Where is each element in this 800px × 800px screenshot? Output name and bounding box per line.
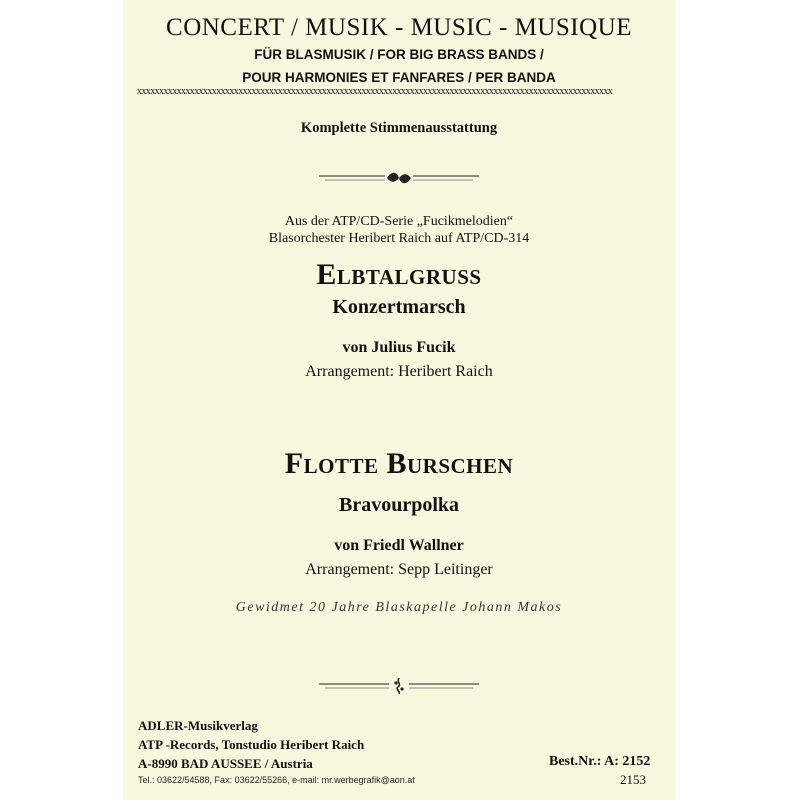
ornament-bottom-icon — [319, 678, 479, 694]
piece-1-arranger: Arrangement: Heribert Raich — [305, 363, 493, 380]
piece-1-title: Elbtalgruss — [316, 258, 482, 291]
piece-2-arranger: Arrangement: Sepp Leitinger — [305, 561, 493, 578]
score-cover — [123, 0, 675, 800]
piece-2-subtitle: Bravourpolka — [338, 494, 460, 516]
publisher-address: A-8990 BAD AUSSEE / Austria — [138, 756, 313, 771]
piece-2-title: Flotte Burschen — [284, 447, 514, 480]
publisher-name: ADLER-Musikverlag — [138, 718, 258, 733]
dedication: Gewidmet 20 Jahre Blaskapelle Johann Makos — [235, 600, 563, 615]
header-title: CONCERT / MUSIK - MUSIC - MUSIQUE — [166, 14, 632, 41]
publisher-contact: Tel.: 03622/54588, Fax: 03622/55266, e-mail: mr.werbegrafik@aon.at — [138, 775, 415, 785]
header-line-1: FÜR BLASMUSIK / FOR BIG BRASS BANDS / — [254, 47, 544, 62]
order-number: Best.Nr.: A: 2152 — [549, 754, 651, 769]
catalog-number: 2153 — [620, 772, 646, 787]
ornament-top-icon — [319, 170, 479, 186]
piece-2-composer: von Friedl Wallner — [334, 537, 464, 554]
source-line-2: Blasorchester Heribert Raich auf ATP/CD-314 — [268, 231, 530, 246]
header-line-2: POUR HARMONIES ET FANFARES / PER BANDA — [242, 70, 556, 85]
source-line-1: Aus der ATP/CD-Serie „Fucikmelodien“ — [284, 214, 514, 229]
publisher-studio: ATP -Records, Tonstudio Heribert Raich — [138, 737, 365, 752]
piece-1-subtitle: Konzertmarsch — [332, 296, 466, 318]
header-subtitle: Komplette Stimmenausstattung — [300, 120, 498, 136]
piece-1-composer: von Julius Fucik — [342, 339, 456, 356]
x-separator: xxxxxxxxxxxxxxxxxxxxxxxxxxxxxxxxxxxxxxxxxxxxxxxxxxxxxxxxxxxxxxxxxxxxxxxxxxxxxxxxxxxxxxxxxxxxxxxxxxxxxxxxxxxx — [137, 86, 613, 97]
